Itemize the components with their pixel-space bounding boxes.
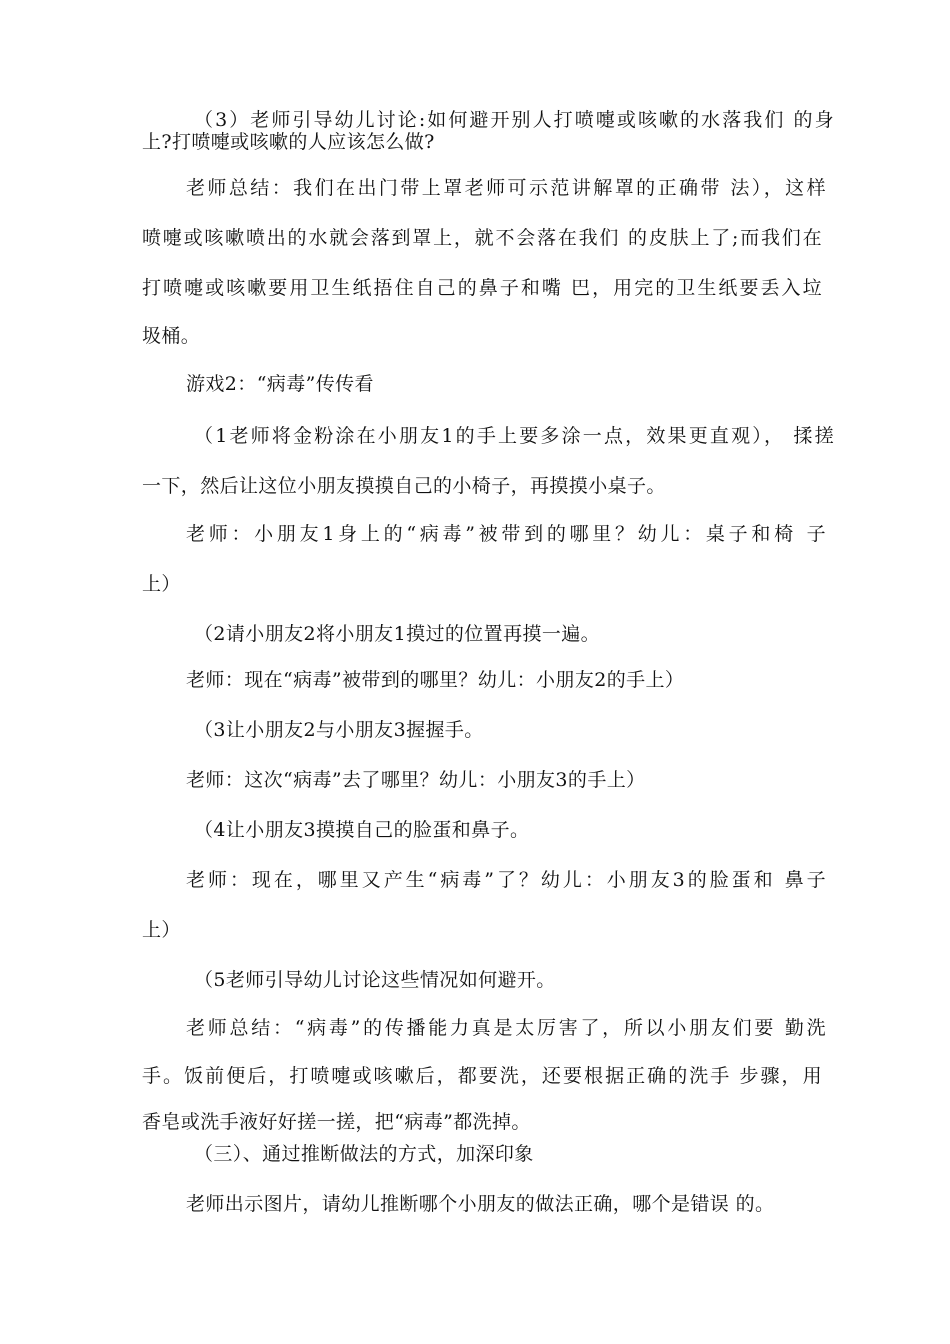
paragraph-line-16: （4让小朋友3摸摸自己的脸蛋和鼻子。	[194, 819, 530, 841]
paragraph-line-21: 手。饭前便后，打喷嚏或咳嗽后，都要洗，还要根据正确的洗手 步骤，用	[142, 1065, 822, 1087]
paragraph-line-14: （3让小朋友2与小朋友3握握手。	[194, 719, 484, 741]
paragraph-line-1: （3）老师引导幼儿讨论:如何避开别人打喷嚏或咳嗽的水落我们 的身	[194, 109, 834, 131]
paragraph-line-4: 喷嚏或咳嗽喷出的水就会落到罩上，就不会落在我们 的皮肤上了;而我们在	[142, 227, 822, 249]
paragraph-line-11: 上）	[142, 573, 181, 595]
section-heading-3: （三）、通过推断做法的方式，加深印象	[194, 1143, 534, 1165]
heading-game-2: 游戏2：“病毒”传传看	[186, 373, 374, 395]
paragraph-line-10: 老师：小朋友1身上的“病毒”被带到的哪里？幼儿：桌子和椅 子	[186, 523, 826, 545]
paragraph-line-17: 老师：现在，哪里又产生“病毒”了？幼儿：小朋友3的脸蛋和 鼻子	[186, 869, 826, 891]
paragraph-line-9: 一下，然后让这位小朋友摸摸自己的小椅子，再摸摸小桌子。	[142, 475, 666, 497]
paragraph-line-6: 圾桶。	[142, 325, 201, 347]
paragraph-line-8: （1老师将金粉涂在小朋友1的手上要多涂一点，效果更直观）， 揉搓	[194, 425, 834, 447]
paragraph-line-15: 老师：这次“病毒”去了哪里？幼儿：小朋友3的手上）	[186, 769, 646, 791]
paragraph-line-3: 老师总结：我们在出门带上罩老师可示范讲解罩的正确带 法），这样	[186, 177, 826, 199]
paragraph-line-18: 上）	[142, 919, 181, 941]
paragraph-line-2: 上?打喷嚏或咳嗽的人应该怎么做?	[142, 131, 435, 153]
paragraph-line-20: 老师总结：“病毒”的传播能力真是太厉害了，所以小朋友们要 勤洗	[186, 1017, 826, 1039]
paragraph-line-13: 老师：现在“病毒”被带到的哪里？幼儿：小朋友2的手上）	[186, 669, 685, 691]
paragraph-line-5: 打喷嚏或咳嗽要用卫生纸捂住自己的鼻子和嘴 巴，用完的卫生纸要丢入垃	[142, 277, 822, 299]
paragraph-line-24: 老师出示图片，请幼儿推断哪个小朋友的做法正确，哪个是错误 的。	[186, 1193, 775, 1215]
paragraph-line-22: 香皂或洗手液好好搓一搓，把“病毒”都洗掉。	[142, 1111, 531, 1133]
paragraph-line-19: （5老师引导幼儿讨论这些情况如何避开。	[194, 969, 556, 991]
paragraph-line-12: （2请小朋友2将小朋友1摸过的位置再摸一遍。	[194, 623, 601, 645]
